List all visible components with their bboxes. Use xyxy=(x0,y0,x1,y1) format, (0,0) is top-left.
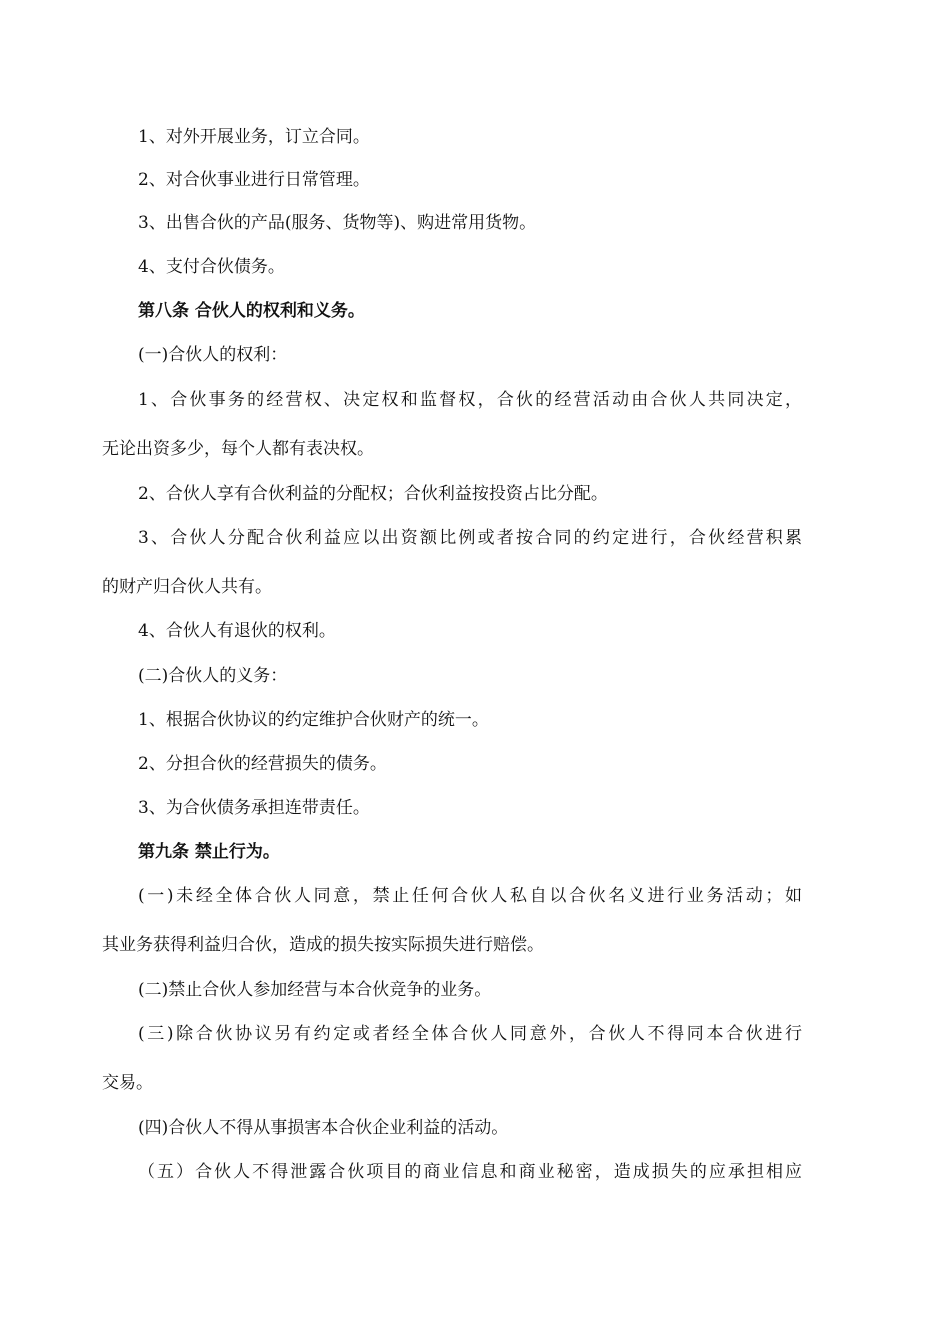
paragraph-line: 的财产归合伙人共有。 xyxy=(102,577,272,597)
paragraph-line: 其业务获得利益归合伙，造成的损失按实际损失进行赔偿。 xyxy=(102,935,544,955)
paragraph-line: 1、根据合伙协议的约定维护合伙财产的统一。 xyxy=(138,710,489,730)
paragraph-line: (四)合伙人不得从事损害本合伙企业利益的活动。 xyxy=(138,1118,509,1138)
paragraph-line: 3、出售合伙的产品(服务、货物等)、购进常用货物。 xyxy=(138,213,537,233)
paragraph-line: 2、分担合伙的经营损失的债务。 xyxy=(138,754,387,774)
paragraph-line: 2、合伙人享有合伙利益的分配权；合伙利益按投资占比分配。 xyxy=(138,484,608,504)
paragraph-line: (一)未经全体合伙人同意，禁止任何合伙人私自以合伙名义进行业务活动；如 xyxy=(138,886,802,906)
paragraph-line: 4、合伙人有退伙的权利。 xyxy=(138,621,336,641)
paragraph-line: 3、为合伙债务承担连带责任。 xyxy=(138,798,370,818)
paragraph-line: 1、合伙事务的经营权、决定权和监督权，合伙的经营活动由合伙人共同决定， xyxy=(138,390,802,410)
paragraph-line: 1、对外开展业务，订立合同。 xyxy=(138,127,370,147)
paragraph-line: (二)禁止合伙人参加经营与本合伙竞争的业务。 xyxy=(138,980,492,1000)
paragraph-line: 2、对合伙事业进行日常管理。 xyxy=(138,170,370,190)
paragraph-line: (一)合伙人的权利： xyxy=(138,345,288,365)
paragraph-line: （五）合伙人不得泄露合伙项目的商业信息和商业秘密，造成损失的应承担相应 xyxy=(138,1162,802,1182)
section-heading: 第八条 合伙人的权利和义务。 xyxy=(138,301,365,321)
section-heading: 第九条 禁止行为。 xyxy=(138,842,280,862)
paragraph-line: 交易。 xyxy=(102,1073,153,1093)
paragraph-line: (三)除合伙协议另有约定或者经全体合伙人同意外，合伙人不得同本合伙进行 xyxy=(138,1024,802,1044)
paragraph-line: 4、支付合伙债务。 xyxy=(138,257,285,277)
paragraph-line: 无论出资多少，每个人都有表决权。 xyxy=(102,439,374,459)
paragraph-line: 3、合伙人分配合伙利益应以出资额比例或者按合同的约定进行，合伙经营积累 xyxy=(138,528,802,548)
paragraph-line: (二)合伙人的义务： xyxy=(138,666,288,686)
